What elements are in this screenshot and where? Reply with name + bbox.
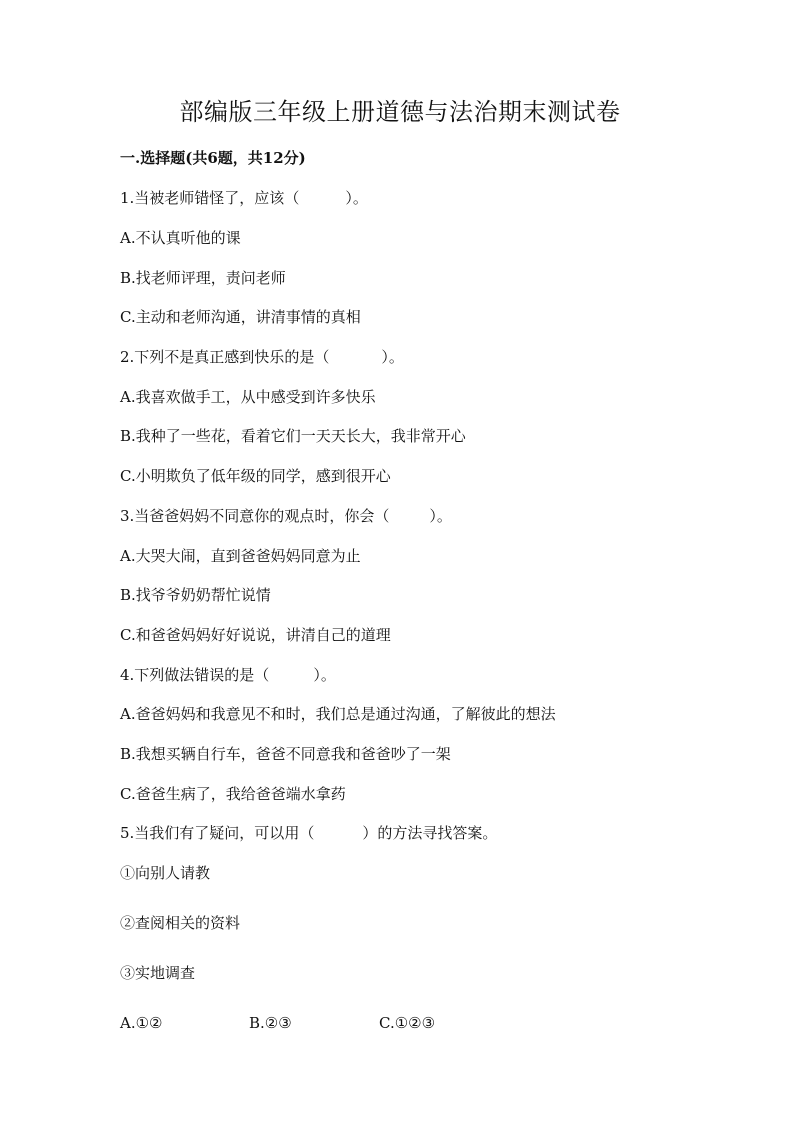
question-2-stem-end: ）。 — [381, 348, 404, 366]
question-4-option-b: B.我想买辆自行车，爸爸不同意我和爸爸吵了一架 — [120, 745, 451, 763]
question-5-item-1: ①向别人请教 — [120, 864, 211, 882]
question-5-item-3: ③实地调查 — [120, 964, 196, 982]
section-heading: 一.选择题(共6题，共12分) — [120, 149, 306, 167]
question-3-option-c: C.和爸爸妈妈好好说说，讲清自己的道理 — [120, 626, 391, 644]
question-1-stem-end: ）。 — [345, 189, 368, 207]
question-2-option-a: A.我喜欢做手工，从中感受到许多快乐 — [120, 388, 376, 406]
question-1-option-b: B.找老师评理，责问老师 — [120, 269, 286, 287]
question-1-option-c: C.主动和老师沟通，讲清事情的真相 — [120, 308, 361, 326]
question-2-stem: 2.下列不是真正感到快乐的是（ — [120, 348, 330, 366]
question-4-stem: 4.下列做法错误的是（ — [120, 666, 270, 684]
question-3-option-a: A.大哭大闹，直到爸爸妈妈同意为止 — [120, 547, 361, 565]
question-3-stem-end: ）。 — [429, 507, 452, 525]
question-4-stem-end: ）。 — [313, 666, 336, 684]
question-5-option-c: C.①②③ — [379, 1014, 436, 1032]
question-3 — [120, 505, 452, 527]
question-2-option-b: B.我种了一些花，看着它们一天天长大，我非常开心 — [120, 427, 466, 445]
question-1-stem: 1.当被老师错怪了，应该（ — [120, 189, 300, 207]
question-2 — [120, 346, 404, 368]
page-title: 部编版三年级上册道德与法治期末测试卷 — [179, 98, 621, 126]
question-5-item-2: ②查阅相关的资料 — [120, 914, 241, 932]
question-3-option-b: B.找爷爷奶奶帮忙说情 — [120, 586, 271, 604]
question-5-stem-end: ）的方法寻找答案。 — [362, 824, 498, 842]
question-5 — [120, 822, 497, 844]
question-5-option-b: B.②③ — [249, 1014, 292, 1032]
question-3-stem: 3.当爸爸妈妈不同意你的观点时，你会（ — [120, 507, 390, 525]
question-1 — [120, 187, 368, 209]
question-5-option-a: A.①② — [120, 1014, 163, 1032]
question-4 — [120, 664, 336, 686]
question-1-option-a: A.不认真听他的课 — [120, 229, 241, 247]
question-4-option-a: A.爸爸妈妈和我意见不和时，我们总是通过沟通，了解彼此的想法 — [120, 705, 556, 723]
question-2-option-c: C.小明欺负了低年级的同学，感到很开心 — [120, 467, 391, 485]
question-4-option-c: C.爸爸生病了，我给爸爸端水拿药 — [120, 785, 346, 803]
question-5-stem: 5.当我们有了疑问，可以用（ — [120, 824, 315, 842]
